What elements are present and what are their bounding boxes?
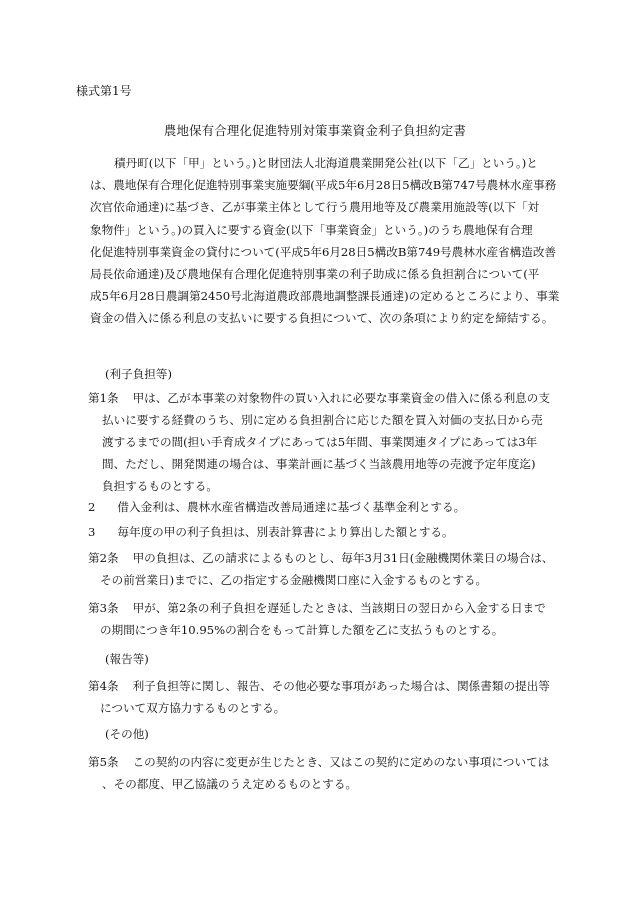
section-heading-other: (その他): [105, 727, 149, 741]
article-line: 払いに要する経費のうち、別に定める負担割合に応じた額を買入対価の支払日から売: [102, 413, 543, 427]
article-line: [88, 547, 554, 569]
article-line: [88, 675, 550, 697]
article-4: [88, 675, 550, 719]
article-number: 第3条: [88, 601, 119, 615]
section-heading-report: (報告等): [105, 652, 149, 666]
article-text: 甲は、乙が本事業の対象物件の買い入れに必要な事業資金の借入に係る利息の支: [132, 391, 550, 405]
article-line: [88, 496, 542, 518]
paragraph-number: 2: [88, 500, 96, 514]
preamble-line: 象物件」という。)の買入に要する資金(以下「事業資金」という。)のうち農地保有合理: [90, 222, 533, 237]
article-line: について双方協力するものとする。: [100, 701, 286, 715]
preamble-line: 資金の借入に係る利息の支払いに要する負担について、次の条項により約定を締結する。: [90, 311, 554, 326]
preamble-line: 成5年6月28日農調第2450号北海道農政部農地調整課長通達)の定めるところにより、事業: [90, 289, 560, 304]
preamble-line: は、農地保有合理化促進特別事業実施要綱(平成5年6月28日5構改B第747号農林水産事務: [90, 178, 557, 193]
article-3: [88, 597, 546, 641]
article-line: 、その都度、甲乙協議のうえ定めるものとする。: [102, 777, 358, 791]
article-text: 利子負担等に関し、報告、その他必要な事項があった場合は、関係書類の提出等: [132, 679, 550, 693]
article-line: [88, 597, 546, 619]
article-line: [88, 751, 550, 773]
paragraph-number: 3: [88, 525, 96, 539]
article-number: 第4条: [88, 679, 119, 693]
article-1: [88, 387, 550, 497]
article-line: その前営業日)までに、乙の指定する金融機関口座に入金するものとする。: [100, 573, 488, 587]
paragraph-text: 毎年度の甲の利子負担は、別表計算書により算出した額とする。: [117, 525, 454, 539]
article-1-paragraph-3: [88, 521, 542, 543]
article-text: 甲の負担は、乙の請求によるものとし、毎年3月31日(金融機関休業日の場合は、: [132, 551, 554, 565]
article-line: 負担するものとする。: [102, 479, 218, 493]
preamble-line: 局長依命通達)及び農地保有合理化促進特別事業の利子助成に係る負担割合について(平: [90, 266, 540, 281]
article-line: [88, 387, 550, 409]
article-text: 甲が、第2条の利子負担を遅延したときは、当該期日の翌日から入金する日まで: [132, 601, 546, 615]
article-line: の期間につき年10.95%の割合をもって計算した額を乙に支払うものとする。: [100, 623, 504, 637]
article-number: 第2条: [88, 551, 119, 565]
preamble-line: 積丹町(以下「甲」という。)と財団法人北海道農業開発公社(以下「乙」という。)と: [114, 156, 538, 170]
article-number: 第5条: [88, 755, 119, 769]
article-1-paragraph-2: [88, 496, 542, 518]
article-text: この契約の内容に変更が生じたとき、又はこの契約に定めのない事項については: [132, 755, 550, 769]
article-line: [88, 521, 542, 543]
document-title: 農地保有合理化促進特別対策事業資金利子負担約定書: [163, 123, 467, 138]
section-heading-interest: (利子負担等): [105, 367, 173, 381]
form-label: 様式第1号: [76, 84, 132, 98]
article-line: 間、ただし、開発関連の場合は、事業計画に基づく当該農用地等の売渡予定年度迄): [102, 457, 536, 471]
article-2: [88, 547, 554, 591]
preamble-line: 化促進特別事業資金の貸付について(平成5年6月28日5構改B第749号農林水産省構造改善: [90, 244, 557, 259]
article-number: 第1条: [88, 391, 119, 405]
preamble: [84, 152, 560, 330]
article-line: 渡するまでの間(担い手育成タイプにあっては5年間、事業関連タイプにあっては3年: [102, 435, 538, 449]
paragraph-text: 借入金利は、農林水産省構造改善局通達に基づく基準金利とする。: [117, 500, 466, 514]
article-5: [88, 751, 550, 795]
preamble-line: 次官依命通達)に基づき、乙が事業主体として行う農用地等及び農業用施設等(以下「対: [90, 200, 540, 215]
